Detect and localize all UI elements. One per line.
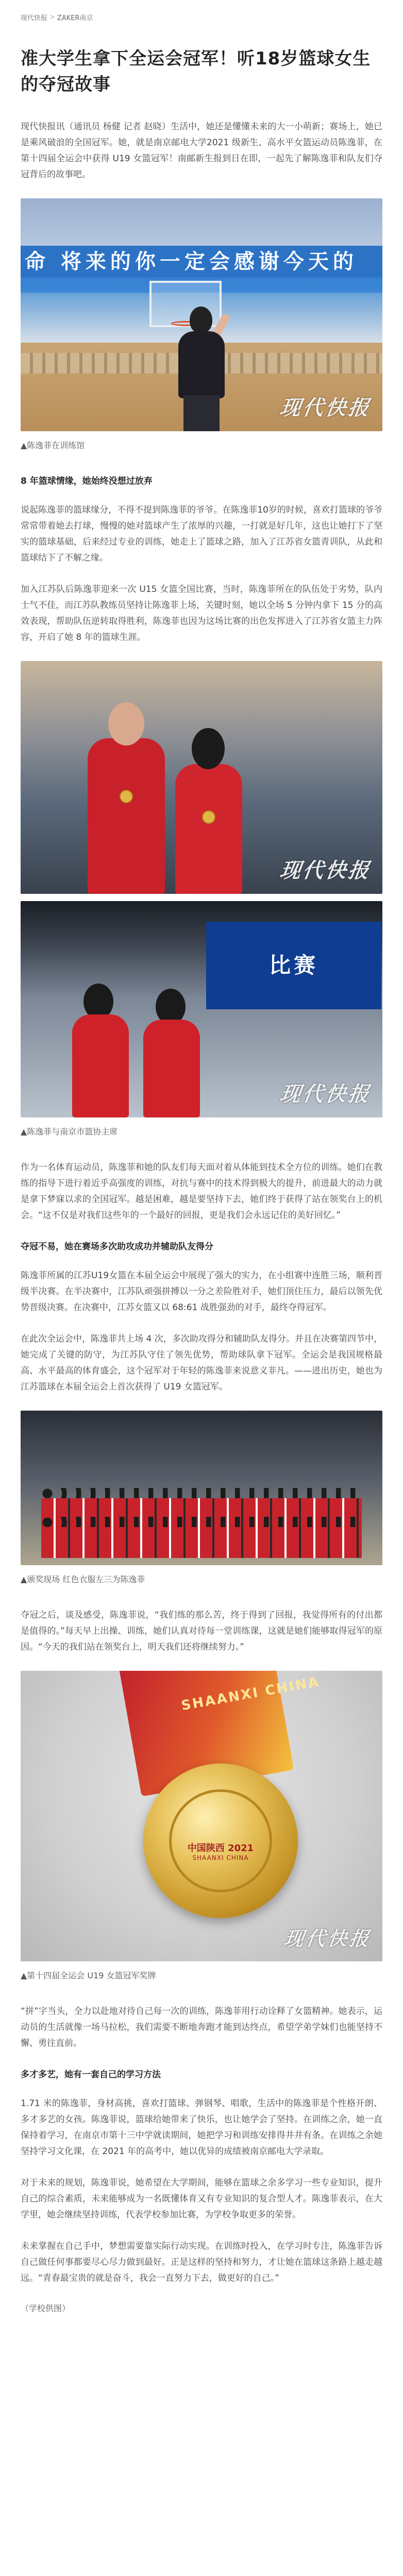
section-paragraph: 加入江苏队后陈逸菲迎来一次 U15 女篮全国比赛，当时，陈逸菲所在的队伍处于劣势，队内士气不佳，而江苏队教练员坚持让陈逸菲上场，关键时刻，她以全场 5 分钟内拿下 15 分的高效表现，帮助队伍逆转取得胜利，陈逸菲也因为这场比赛的出色发挥进入了江苏省女篮主力阵容，开启了她 8 年的篮球生涯。 [21, 584, 382, 642]
section-paragraph: “拼”字当头，全力以赴地对待自己每一次的训练，陈逸菲用行动诠释了女篮精神。她表示，运动员的生活就像一场马拉松，我们需要不断地奔跑才能到达终点，希望学弟学妹们也能坚持不懈、勇往直前。 [21, 2006, 382, 2048]
athlete-figure [72, 1014, 129, 1117]
event-board: 比赛 [206, 922, 381, 1009]
article-title: 准大学生拿下全运会冠军！听18岁篮球女生的夺冠故事 [21, 48, 371, 95]
source-channel-link[interactable]: ZAKER南京 [57, 14, 93, 22]
breadcrumb-separator: > [49, 13, 55, 21]
training-hall-photo [21, 198, 382, 431]
medal-logo-text: 中国陕西 2021 [187, 1843, 254, 1854]
section-paragraph: 对于未来的规划，陈逸菲说，她希望在大学期间，能够在篮球之余多学习一些专业知识，提升自己的综合素质，未来能够成为一名既懂体育又有专业知识的复合型人才。陈逸菲表示，在大学里，她会继续坚持训练，代表学校参加比赛，为学校争取更多的荣誉。 [21, 2178, 382, 2220]
athlete-figure [175, 764, 242, 894]
ceremony-photo [21, 901, 382, 1117]
source-home-link[interactable]: 现代快报 [21, 14, 48, 22]
section-paragraph: 1.71 米的陈逸菲，身材高挑，喜欢打篮球、弹钢琴、唱歌，生活中的陈逸菲是个性格开朗、多才多艺的女孩。陈逸菲说，篮球给她带来了快乐，也让她学会了坚持。在训练之余，她一直保持着学习，在南京市第十三中学就读期间，她把学习和训练安排得井井有条。在训练之余她坚持学习文化课，在 2021 年的高考中，她以优异的成绩被南京邮电大学录取。 [21, 2098, 382, 2157]
team-award-photo [21, 1411, 382, 1565]
photo-caption: ▲第十四届全运会 U19 女篮冠军奖牌 [21, 1971, 156, 1980]
athlete-figure [143, 1020, 200, 1117]
coach-and-athlete-photo [21, 661, 382, 894]
source-breadcrumb [21, 12, 382, 22]
medal-subtext: SHAANXI CHINA [192, 1854, 249, 1861]
section-heading: 8 年篮球情缘，她始终没想过放弃 [21, 476, 153, 486]
medal-icon [120, 790, 133, 803]
photo-caption: ▲陈逸菲在训练馆 [21, 440, 85, 450]
section-paragraph: 作为一名体育运动员，陈逸菲和她的队友们每天面对着从体能到技术全方位的训练。她们在教练的指导下进行着近乎高强度的训练，对抗与赛中的技术得到极大的提升，前进最大的动力就是拿下梦寐以求的全国冠军。越是困难，越是要坚持下去，她们终于获得了站在领奖台上的机会。“这不仅是对我们这些年的一个最好的回报，更是我们会永远记住的美好回忆。” [21, 1162, 382, 1221]
section-paragraph: 夺冠之后，谈及感受，陈逸菲说，“我们练的那么苦，终于得到了回报，我觉得所有的付出都是值得的。”每天早上出操、训练，她们认真对待每一堂训练课，这就是她们能够取得冠军的原因。“今天的我们站在领奖台上，明天我们还将继续努力。” [21, 1610, 382, 1652]
photo-watermark: 现代快报 [282, 1927, 373, 1950]
photo-caption: ▲颁奖现场 红色衣服左三为陈逸菲 [21, 1574, 145, 1584]
section-paragraph: 说起陈逸菲的篮球缘分，不得不提到陈逸菲的爷爷。在陈逸菲10岁的时候，喜欢打篮球的爷爷常常带着她去打球，慢慢的她对篮球产生了浓厚的兴趣，一打就是好几年，这也让她打下了坚实的篮球基础，后来经过专业的训练，她走上了篮球之路，加入了江苏省女篮青训队，从此和篮球结下了不解之缘。 [21, 505, 382, 563]
motivational-banner: 命 将来的你一定会感谢今天的 [21, 246, 382, 278]
section-heading: 多才多艺，她有一套自己的学习方法 [21, 2070, 161, 2080]
article-intro: 现代快报讯（通讯员 杨健 记者 赵晓）生活中，她还是懂懂未来的大一小萌新；赛场上，她已是乘风破浪的全国冠军。她，就是南京邮电大学2021 级新生、高水平女篮运动员陈逸菲，在第十四届全运会中获得 U19 女篮冠军！南邮新生报到日在即，一起先了解陈逸菲和队友们夺冠背后的故事吧。 [21, 122, 382, 180]
section-paragraph: 在此次全运会中，陈逸菲共上场 4 次，多次助攻得分和辅助队友得分。并且在决赛第四节中，她完成了关键的防守，为江苏队守住了领先优势，帮助球队拿下冠军。全运会是我国规格最高、水平最高的体育盛会，这个冠军对于年轻的陈逸菲来说意义非凡。——进出历史，她也为江苏篮球在本届全运会上首次获得了 U19 女篮冠军。 [21, 1334, 382, 1392]
section-heading: 夺冠不易，她在赛场多次助攻成功并辅助队友得分 [21, 1242, 213, 1252]
photo-watermark: 现代快报 [278, 396, 373, 420]
coach-figure [88, 738, 165, 894]
photo-credit: （学校供图） [21, 2303, 71, 2313]
medal-photo [21, 1671, 382, 1961]
section-paragraph: 陈逸菲所属的江苏U19女篮在本届全运会中展现了强大的实力，在小组赛中连胜三场，顺利晋级半决赛。在半决赛中，江苏队顽强拼搏以一分之差险胜对手，她们顶住压力，最后以领先优势晋级决赛。在决赛中，江苏女篮又以 68:61 战胜强劲的对手，最终夺得冠军。 [21, 1270, 382, 1313]
athlete-figure [169, 307, 236, 431]
section-paragraph: 未来掌握在自己手中，梦想需要靠实际行动实现。在训练时投入，在学习时专注，陈逸菲告诉自己做任何事都要尽心尽力做到最好。正是这样的坚持和努力，才让她在篮球这条路上越走越远。“青春最宝贵的就是奋斗，我会一直努力下去，做更好的自己。” [21, 2241, 382, 2283]
photo-watermark: 现代快报 [278, 1082, 373, 1106]
ribbon-text: SHAANXI CHINA [180, 1674, 322, 1714]
medal-icon [202, 810, 215, 824]
photo-watermark: 现代快报 [278, 858, 373, 883]
photo-caption: ▲陈逸菲与南京市篮协主席 [21, 1127, 118, 1137]
team-row [41, 1527, 362, 1558]
